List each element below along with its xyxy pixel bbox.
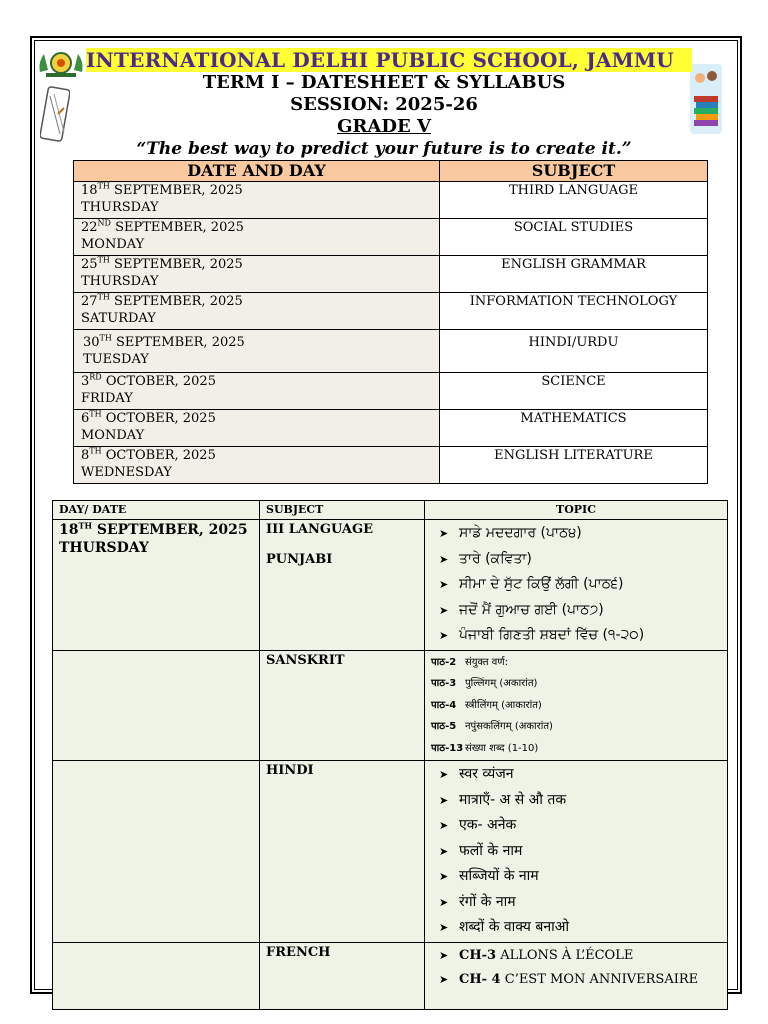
syllabus-topics-hindi	[425, 761, 728, 943]
exam-subject: ENGLISH GRAMMAR	[440, 256, 708, 293]
exam-subject: THIRD LANGUAGE	[440, 182, 708, 219]
exam-date: 18TH SEPTEMBER, 2025 THURSDAY	[74, 182, 440, 219]
syllabus-topics-sanskrit	[425, 650, 728, 761]
exam-subject: ENGLISH LITERATURE	[440, 447, 708, 484]
list-item: ➤ CH- 4 C’EST MON ANNIVERSAIRE	[439, 971, 699, 987]
table-row	[53, 650, 728, 761]
list-item: ➤ ਤਾਰੇ (ਕਵਿਤਾ)	[439, 550, 532, 567]
list-item: ➤ रंगों के नाम	[439, 893, 516, 910]
list-item: ➤ सब्जियों के नाम	[439, 868, 539, 885]
datesheet-header-subject: SUBJECT	[440, 161, 708, 182]
syllabus-date-empty	[53, 942, 260, 1009]
syllabus-header-subject: SUBJECT	[260, 501, 425, 520]
exam-subject: MATHEMATICS	[440, 410, 708, 447]
syllabus-date-empty	[53, 650, 260, 761]
list-item: ➤ ਪੰਜਾਬੀ ਗਿਣਤੀ ਸ਼ਬਦਾਂ ਵਿੱਚ (੧-੨੦)	[439, 627, 645, 643]
table-row	[53, 942, 728, 1009]
list-item: ➤ ਸਾਡੇ ਮਦਦਗਾਰ (ਪਾਠ੪)	[439, 525, 582, 541]
exam-subject: SCIENCE	[440, 373, 708, 410]
list-item: पाठ-3 पुल्लिंगम् (अकारांत)	[431, 678, 538, 690]
table-row	[74, 293, 708, 330]
syllabus-topics-french	[425, 942, 728, 1009]
exam-date: 8TH OCTOBER, 2025 WEDNESDAY	[74, 447, 440, 484]
list-item: ➤ ਜਦੋਂ ਮੈਂ ਗੁਆਚ ਗਈ (ਪਾਠ੭)	[439, 601, 604, 618]
datesheet-header-date: DATE AND DAY	[74, 161, 440, 182]
list-item: पाठ-13 संख्या शब्द (1-10)	[431, 742, 539, 754]
list-item: ➤ ਸੀਮਾ ਦੇ ਸੁੱਟ ਕਿਉਂ ਲੱਗੀ (ਪਾਠ੬)	[439, 576, 624, 592]
exam-date: 27TH SEPTEMBER, 2025 SATURDAY	[74, 293, 440, 330]
list-item: ➤ फलों के नाम	[439, 842, 523, 859]
exam-date: 3RD OCTOBER, 2025 FRIDAY	[74, 373, 440, 410]
syllabus-date-empty	[53, 761, 260, 943]
list-item: पाठ-4 स्त्रीलिंगम् (आकारांत)	[431, 699, 542, 711]
list-item: पाठ-5 नपुंसकलिंगम् (अकारांत)	[431, 721, 553, 733]
list-item: ➤ शब्दों के वाक्य बनाओ	[439, 919, 570, 936]
syllabus-subject-hindi: HINDI	[260, 761, 425, 943]
table-row	[74, 330, 708, 373]
syllabus-date: 18TH SEPTEMBER, 2025 THURSDAY	[53, 520, 260, 651]
syllabus-header-topic: TOPIC	[425, 501, 728, 520]
exam-subject: INFORMATION TECHNOLOGY	[440, 293, 708, 330]
list-item: ➤ मात्राएँ- अ से औ तक	[439, 791, 567, 808]
table-row	[53, 520, 728, 651]
session-label: SESSION: 2025-26	[290, 94, 478, 115]
document-title: TERM I – DATESHEET & SYLLABUS	[202, 72, 566, 93]
table-row	[74, 373, 708, 410]
list-item: ➤ एक- अनेक	[439, 817, 517, 834]
table-row	[74, 219, 708, 256]
grade-label: GRADE V	[337, 116, 431, 137]
syllabus-topics-punjabi	[425, 520, 728, 651]
datesheet-table	[73, 160, 708, 484]
syllabus-subject-sanskrit: SANSKRIT	[260, 650, 425, 761]
exam-date: 22ND SEPTEMBER, 2025 MONDAY	[74, 219, 440, 256]
table-row	[74, 182, 708, 219]
exam-date: 30TH SEPTEMBER, 2025 TUESDAY	[74, 330, 440, 373]
list-item: ➤ स्वर व्यंजन	[439, 766, 514, 783]
table-row	[74, 256, 708, 293]
list-item: ➤ CH-3 ALLONS À L’ÉCOLE	[439, 947, 634, 963]
list-item: पाठ-2 संयुक्त वर्ण:	[431, 656, 508, 668]
syllabus-subject-french: FRENCH	[260, 942, 425, 1009]
table-row	[74, 410, 708, 447]
syllabus-table	[52, 500, 728, 1010]
motto-quote: “The best way to predict your future is to create it.”	[136, 139, 632, 159]
exam-subject: HINDI/URDU	[440, 330, 708, 373]
exam-date: 25TH SEPTEMBER, 2025 THURSDAY	[74, 256, 440, 293]
syllabus-subject-punjabi: III LANGUAGE PUNJABI	[260, 520, 425, 651]
exam-subject: SOCIAL STUDIES	[440, 219, 708, 256]
table-row	[53, 761, 728, 943]
exam-date: 6TH OCTOBER, 2025 MONDAY	[74, 410, 440, 447]
syllabus-header-day: DAY/ DATE	[53, 501, 260, 520]
table-row	[74, 447, 708, 484]
school-name: INTERNATIONAL DELHI PUBLIC SCHOOL, JAMMU	[86, 48, 692, 72]
